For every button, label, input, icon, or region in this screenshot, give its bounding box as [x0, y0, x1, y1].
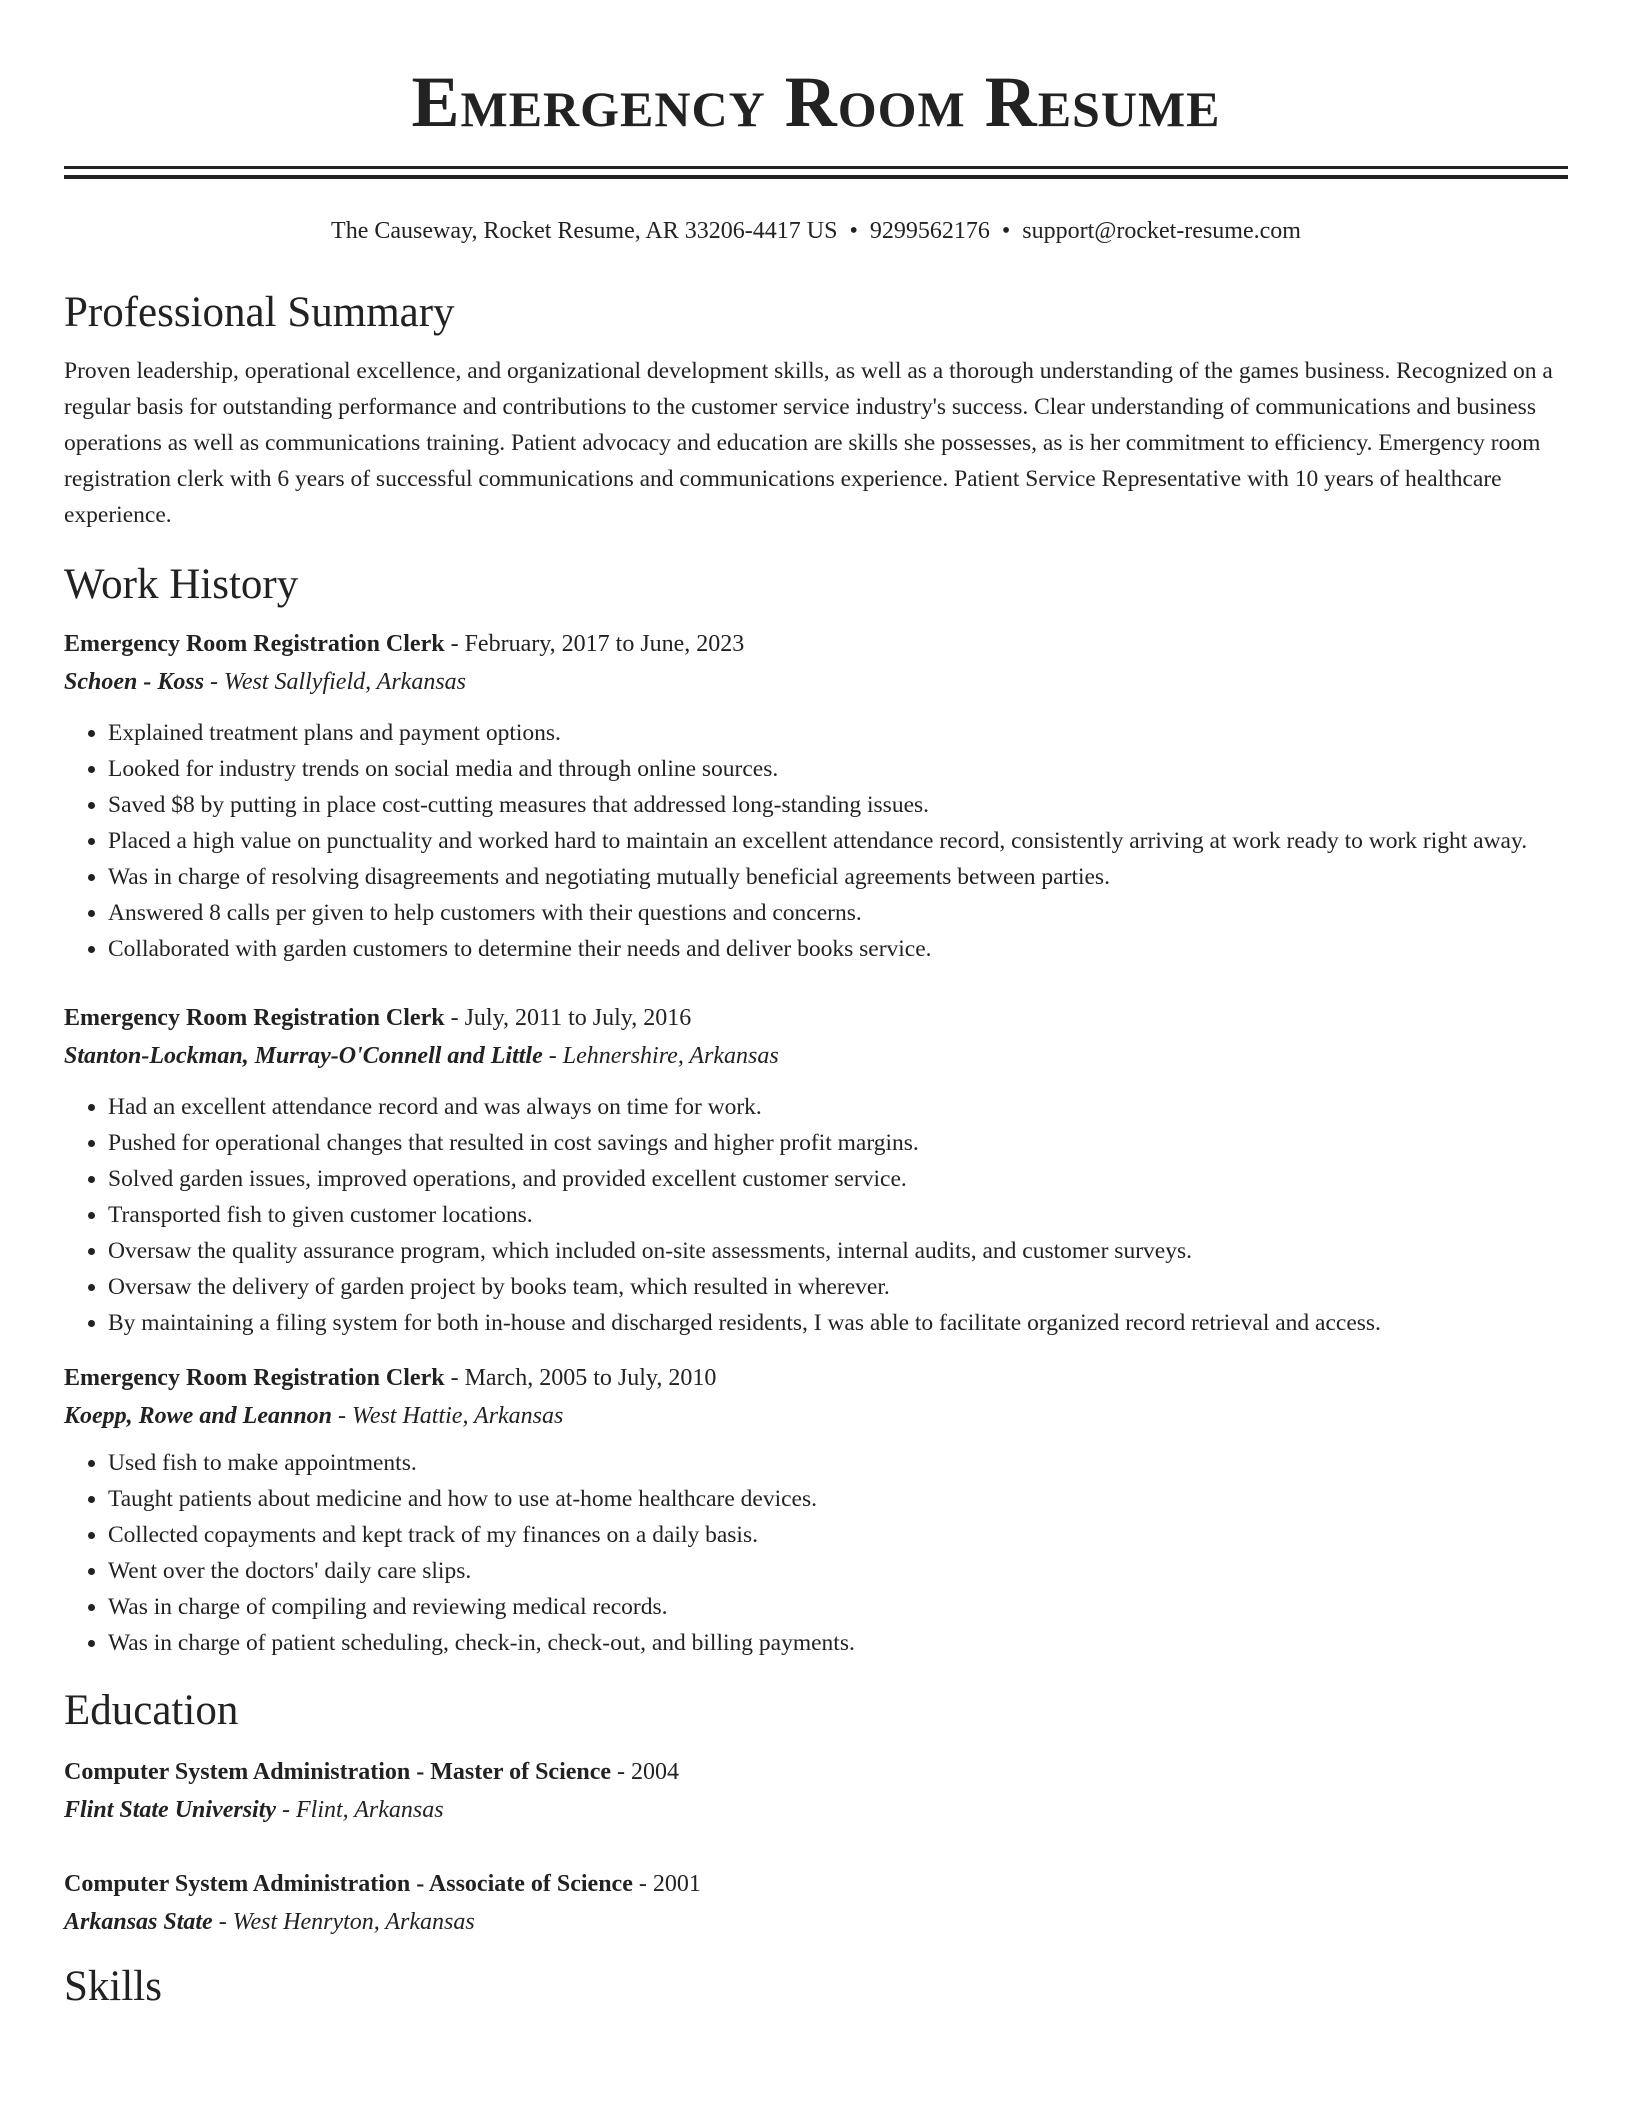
summary-heading: Professional Summary: [64, 289, 455, 336]
summary-text: Proven leadership, operational excellence, and organizational development skills, as well as a thorough understanding of the games business. Recognized on a regular basis for outstanding performance and contributions to the customer service industry's success. Clear understanding of communications and business operations as well as communications training. Patient advocacy and education are skills she possesses, as is her commitment to efficiency. Emergency room registration clerk with 6 years of successful communications and communications experience. Patient Service Representative with 10 years of healthcare experience.: [64, 358, 1553, 528]
degree-line: [64, 1865, 1568, 1903]
job-bullets: [64, 1445, 1568, 1661]
job-bullets: [64, 1089, 1568, 1341]
job-bullet: • Solved garden issues, improved operations, and provided excellent customer service.: [108, 1161, 1568, 1197]
job-bullet: • By maintaining a filing system for both in-house and discharged residents, I was able to facilitate organized record retrieval and access.: [108, 1305, 1568, 1341]
job-company: Stanton-Lockman, Murray-O'Connell and Little: [64, 1043, 543, 1069]
school-line: [64, 1791, 1568, 1829]
job-bullet: • Looked for industry trends on social media and through online sources.: [108, 751, 1568, 787]
job-bullet: • Answered 8 calls per given to help customers with their questions and concerns.: [108, 895, 1568, 931]
job-dates: - March, 2005 to July, 2010: [444, 1365, 717, 1391]
job-role: Emergency Room Registration Clerk: [64, 631, 445, 657]
job-bullet: • Used fish to make appointments.: [108, 1445, 1568, 1481]
education-entry: [64, 1865, 1568, 1941]
education-school: Arkansas State: [64, 1909, 213, 1935]
resume-title: Emergency Room Resume: [411, 62, 1221, 142]
contact-line: [64, 215, 1568, 247]
job-location: - Lehnershire, Arkansas: [542, 1043, 779, 1069]
employer-line: [64, 1397, 1568, 1435]
job-company: Koepp, Rowe and Leannon: [64, 1403, 333, 1429]
education-year: - 2001: [632, 1871, 701, 1897]
contact-address: The Causeway, Rocket Resume, AR 33206-4417 US: [331, 218, 838, 244]
title-divider-top: [64, 166, 1568, 169]
job-bullet: • Oversaw the quality assurance program, which included on-site assessments, internal audits, and customer surveys.: [108, 1233, 1568, 1269]
work-history-heading: Work History: [64, 561, 299, 608]
education-degree: Computer System Administration - Master of Science: [64, 1759, 612, 1785]
education-school: Flint State University: [64, 1797, 277, 1823]
education-degree: Computer System Administration - Associate of Science: [64, 1871, 633, 1897]
job-bullet: • Had an excellent attendance record and was always on time for work.: [108, 1089, 1568, 1125]
job-title-line: [64, 625, 1568, 663]
job-dates: - July, 2011 to July, 2016: [444, 1005, 692, 1031]
contact-separator: •: [849, 218, 858, 244]
job-bullet: • Taught patients about medicine and how to use at-home healthcare devices.: [108, 1481, 1568, 1517]
job-location: - West Sallyfield, Arkansas: [204, 669, 467, 695]
title-divider-bottom: [64, 175, 1568, 179]
job-title-line: [64, 1359, 1568, 1397]
job-bullet: • Was in charge of patient scheduling, check-in, check-out, and billing payments.: [108, 1625, 1568, 1661]
education-year: - 2004: [611, 1759, 680, 1785]
school-line: [64, 1903, 1568, 1941]
job-bullet: • Explained treatment plans and payment options.: [108, 715, 1568, 751]
contact-separator: •: [1001, 218, 1011, 244]
job-bullet: • Saved $8 by putting in place cost-cutting measures that addressed long-standing issues.: [108, 787, 1568, 823]
education-entry: [64, 1753, 1568, 1829]
education-location: - Flint, Arkansas: [276, 1797, 444, 1823]
job-bullet: • Transported fish to given customer locations.: [108, 1197, 1568, 1233]
job-bullet: • Went over the doctors' daily care slips.: [108, 1553, 1568, 1589]
contact-email: support@rocket-resume.com: [1022, 218, 1301, 244]
job-entry: [64, 999, 1568, 1341]
job-bullet: • Oversaw the delivery of garden project by books team, which resulted in wherever.: [108, 1269, 1568, 1305]
education-heading: Education: [64, 1687, 239, 1734]
job-bullets: [64, 715, 1568, 967]
job-bullet: • Collected copayments and kept track of my finances on a daily basis.: [108, 1517, 1568, 1553]
job-role: Emergency Room Registration Clerk: [64, 1365, 445, 1391]
job-bullet: • Placed a high value on punctuality and worked hard to maintain an excellent attendance record, consistently arriving at work ready to work right away.: [108, 823, 1568, 859]
job-dates: - February, 2017 to June, 2023: [444, 631, 745, 657]
job-bullet: • Was in charge of resolving disagreements and negotiating mutually beneficial agreements between parties.: [108, 859, 1568, 895]
contact-phone: 9299562176: [869, 218, 990, 244]
employer-line: [64, 1037, 1568, 1075]
degree-line: [64, 1753, 1568, 1791]
job-entry: [64, 1359, 1568, 1661]
job-title-line: [64, 999, 1568, 1037]
job-bullet: • Was in charge of compiling and reviewing medical records.: [108, 1589, 1568, 1625]
education-location: - West Henryton, Arkansas: [212, 1909, 475, 1935]
job-bullet: • Pushed for operational changes that resulted in cost savings and higher profit margins.: [108, 1125, 1568, 1161]
employer-line: [64, 663, 1568, 701]
job-bullet: • Collaborated with garden customers to determine their needs and deliver books service.: [108, 931, 1568, 967]
job-entry: [64, 625, 1568, 967]
job-role: Emergency Room Registration Clerk: [64, 1005, 445, 1031]
job-company: Schoen - Koss: [64, 669, 205, 695]
job-location: - West Hattie, Arkansas: [332, 1403, 564, 1429]
skills-heading: Skills: [64, 1963, 162, 2010]
